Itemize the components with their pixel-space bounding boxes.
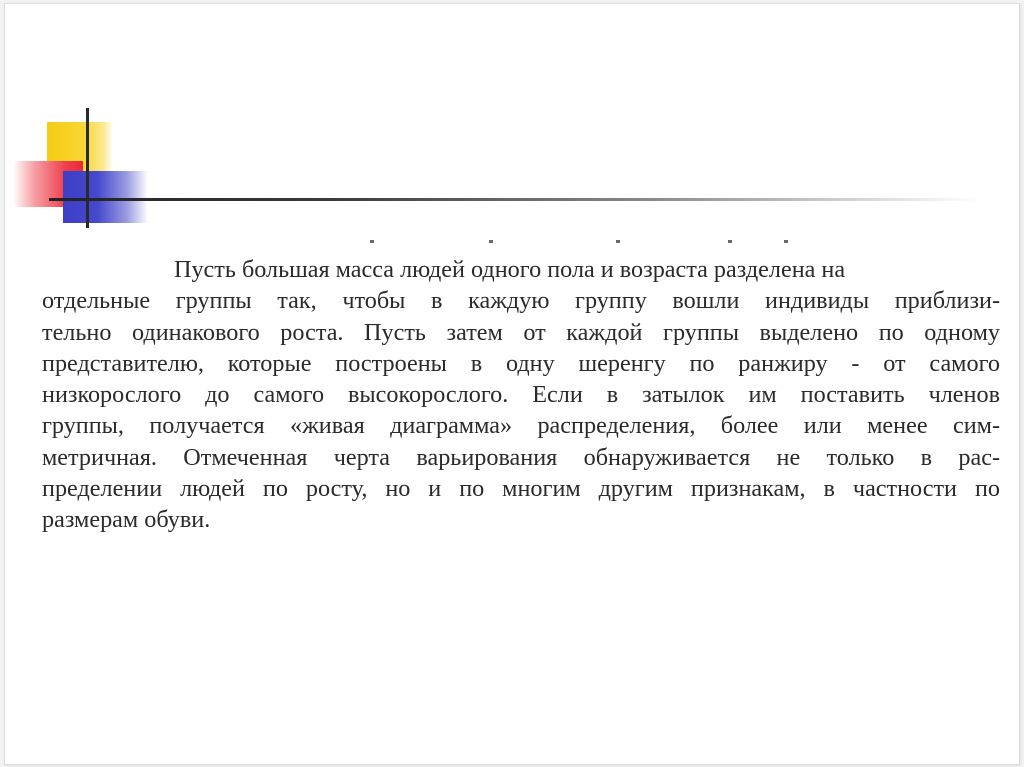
paragraph-line: отдельные группы так, чтобы в каждую группу вошли индивиды приблизи- (42, 287, 1000, 315)
title-underline-rule (49, 198, 979, 201)
slide (4, 3, 1020, 765)
paragraph-line: представителю, которые построены в одну шеренгу по ранжиру - от самого (42, 349, 1000, 377)
paragraph-line: Пусть большая масса людей одного пола и возраста разделена на (174, 256, 846, 283)
paragraph-line: низкорослого до самого высокорослого. Если в затылок им поставить членов (42, 381, 1000, 409)
vertical-rule-decoration (86, 108, 89, 228)
body-paragraph (42, 254, 1000, 536)
paragraph-line: размерам обуви. (42, 506, 211, 534)
cropped-text-fragment (370, 240, 810, 248)
paragraph-line: тельно одинакового роста. Пусть затем от каждой группы выделено по одному (42, 318, 1000, 346)
paragraph-line: метричная. Отмеченная черта варьирования обнаруживается не только в рас- (42, 443, 1000, 471)
paragraph-line: пределении людей по росту, но и по многим другим признакам, в частности по (42, 475, 1000, 503)
blue-square-decoration (63, 171, 148, 223)
paragraph-line: группы, получается «живая диаграмма» распределения, более или менее сим- (42, 412, 1000, 440)
